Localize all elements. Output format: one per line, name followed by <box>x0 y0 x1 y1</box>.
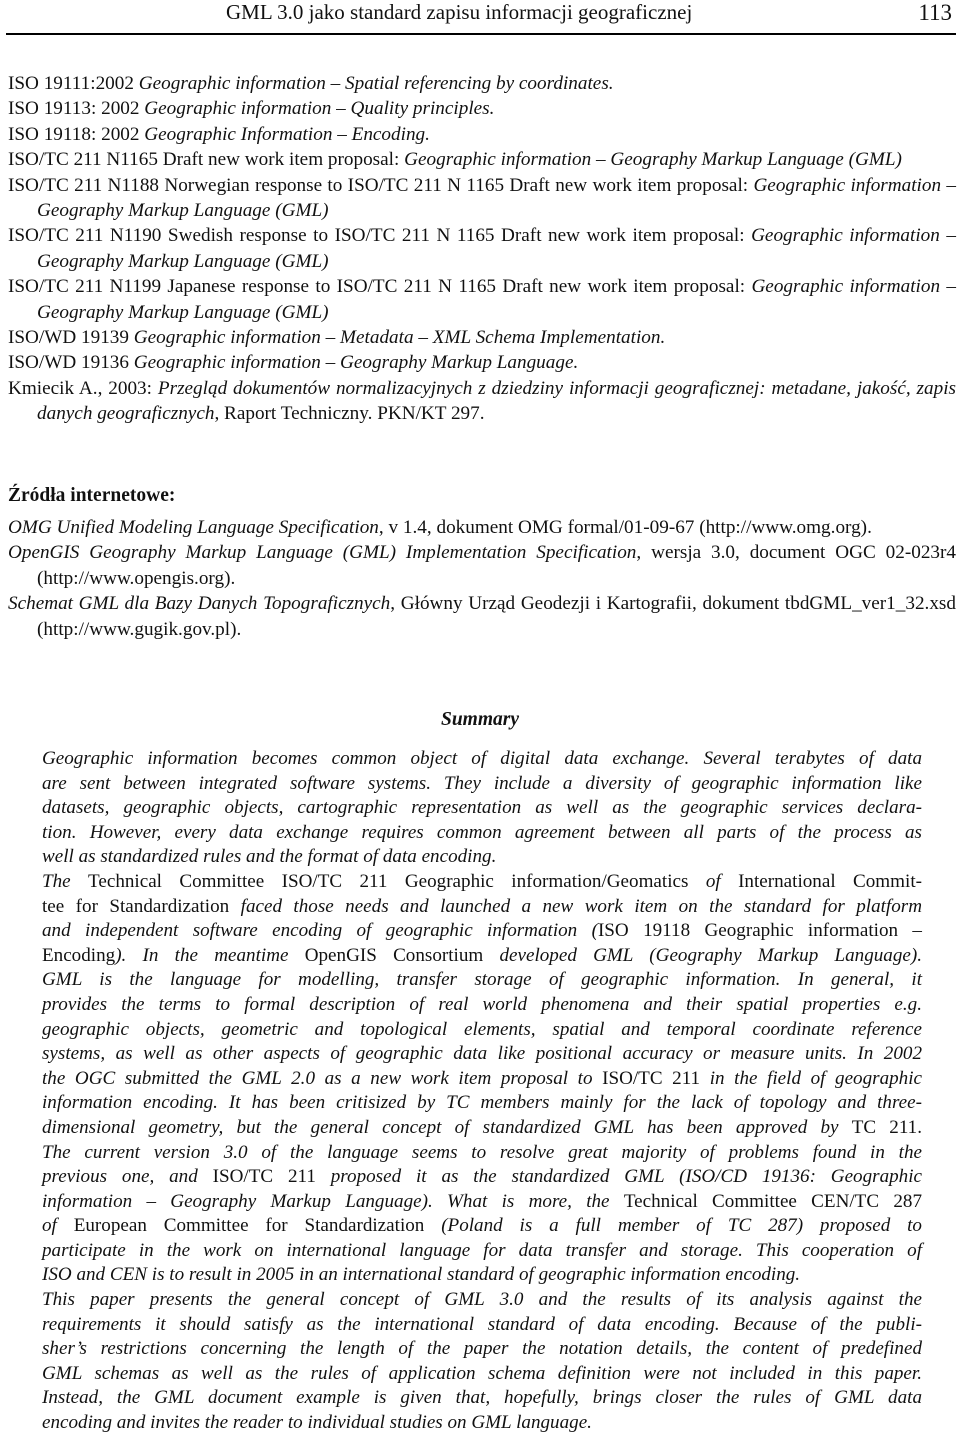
internet-source-item: OMG Unified Modeling Language Specification, v 1.4, dokument OMG formal/01-09-67 (http://www.omg.org). <box>8 517 872 538</box>
reference-item: ISO 19118: 2002 Geographic Information – Encoding. <box>8 123 430 145</box>
summary-text: Geographic information becomes common object of digital data exchange. Several terabytes of data are sent between integrated software systems. They include a diversity of geographic information like datasets, geographic objects, cartographic representation as well as the geographic services declara- tion. However, every data exchange requires common agreement between all parts of the process as well as standardized rules and the format of data encoding. The Technical Committee ISO/TC 211 Geographic information/Geomatics of International Commit- tee for Standardization faced those needs and launched a new work item on the standard for platform and independent software encoding of geographic information (ISO 19118 Geographic information – Encoding). In the meantime OpenGIS Consortium developed GML (Geography Markup Language). GML is the language for modelling, transfer storage of geographic information. In general, it provides the terms to formal description of real world phenomena and their spatial properties e.g. geographic objects, geometric and topological elements, spatial and temporal coordinate reference systems, as well as other aspects of geographic data like positional accuracy or measure units. In 2002 the OGC submitted the GML 2.0 as a new work item proposal to ISO/TC 211 in the field of geographic information encoding. It has been critisized by TC members mainly for the lack of topology and three- dimensional geometry, but the general concept of standardized GML has been approved by TC 211. The current version 3.0 of the language seems to resolve great majority of problems found in the previous one, and ISO/TC 211 proposed it as the standardized GML (ISO/CD 19136: Geographic information – Geography Markup Language). What is more, the Technical Committee CEN/TC 287 of European Committee for Standardization (Poland is a full member of TC 287) proposed to participate in the work on international language for data transfer and storage. This cooperation of ISO and CEN is to result in 2005 in an international standard of geographic information encoding. This paper presents the general concept of GML 3.0 and the results of its analysis against the requirements it should satisfy as the international standard of data encoding. Because of the publi- sher’s restrictions concerning the length of the paper the notation details, the content of predefined GML schemas as well as the rules of application schema definition were not included in this paper. Instead, the GML document example is given that, hopefully, brings closer the rules of GML data encoding and invites the reader to individual studies on GML language. <box>42 748 923 1434</box>
internet-source-item: Schemat GML dla Bazy Danych Topograficznych, Główny Urząd Geodezji i Kartografii, dokument tbdGML_ver1_32.xsd (http://www.gugik.gov.pl). <box>8 593 956 640</box>
summary-heading: Summary <box>440 709 520 730</box>
reference-item: ISO/TC 211 N1199 Japanese response to ISO/TC 211 N 1165 Draft new work item proposal: Geographic information – Geography Markup Language (GML) <box>8 276 956 323</box>
reference-item: Kmiecik A., 2003: Przegląd dokumentów normalizacyjnych z dziedziny informacji geograficznej: metadane, jakość, zapis danych geograficznych, Raport Techniczny. PKN/KT 297. <box>8 377 956 425</box>
page-number: 113 <box>918 0 952 25</box>
internet-sources-list <box>8 515 956 642</box>
reference-item: ISO/TC 211 N1165 Draft new work item proposal: Geographic information – Geography Markup Language (GML) <box>8 149 902 171</box>
reference-item: ISO/TC 211 N1190 Swedish response to ISO/TC 211 N 1165 Draft new work item proposal: Geographic information – Geography Markup Language (GML) <box>8 225 956 272</box>
header-rule <box>6 33 956 35</box>
internet-sources-heading: Źródła internetowe: <box>8 485 176 506</box>
reference-item: ISO 19113: 2002 Geographic information – Quality principles. <box>8 98 495 120</box>
reference-item: ISO/WD 19136 Geographic information – Geography Markup Language. <box>8 352 579 374</box>
internet-source-item: OpenGIS Geography Markup Language (GML) Implementation Specification, wersja 3.0, document OGC 02-023r4 (http://www.opengis.org). <box>8 542 956 589</box>
reference-item: ISO/WD 19139 Geographic information – Metadata – XML Schema Implementation. <box>8 327 666 349</box>
page-header <box>0 0 960 36</box>
running-title: GML 3.0 jako standard zapisu informacji geograficznej <box>226 0 693 24</box>
references-list <box>8 71 956 427</box>
reference-item: ISO/TC 211 N1188 Norwegian response to ISO/TC 211 N 1165 Draft new work item proposal: Geographic information – Geography Markup Language (GML) <box>8 174 956 222</box>
reference-item: ISO 19111:2002 Geographic information – Spatial referencing by coordinates. <box>8 73 614 94</box>
